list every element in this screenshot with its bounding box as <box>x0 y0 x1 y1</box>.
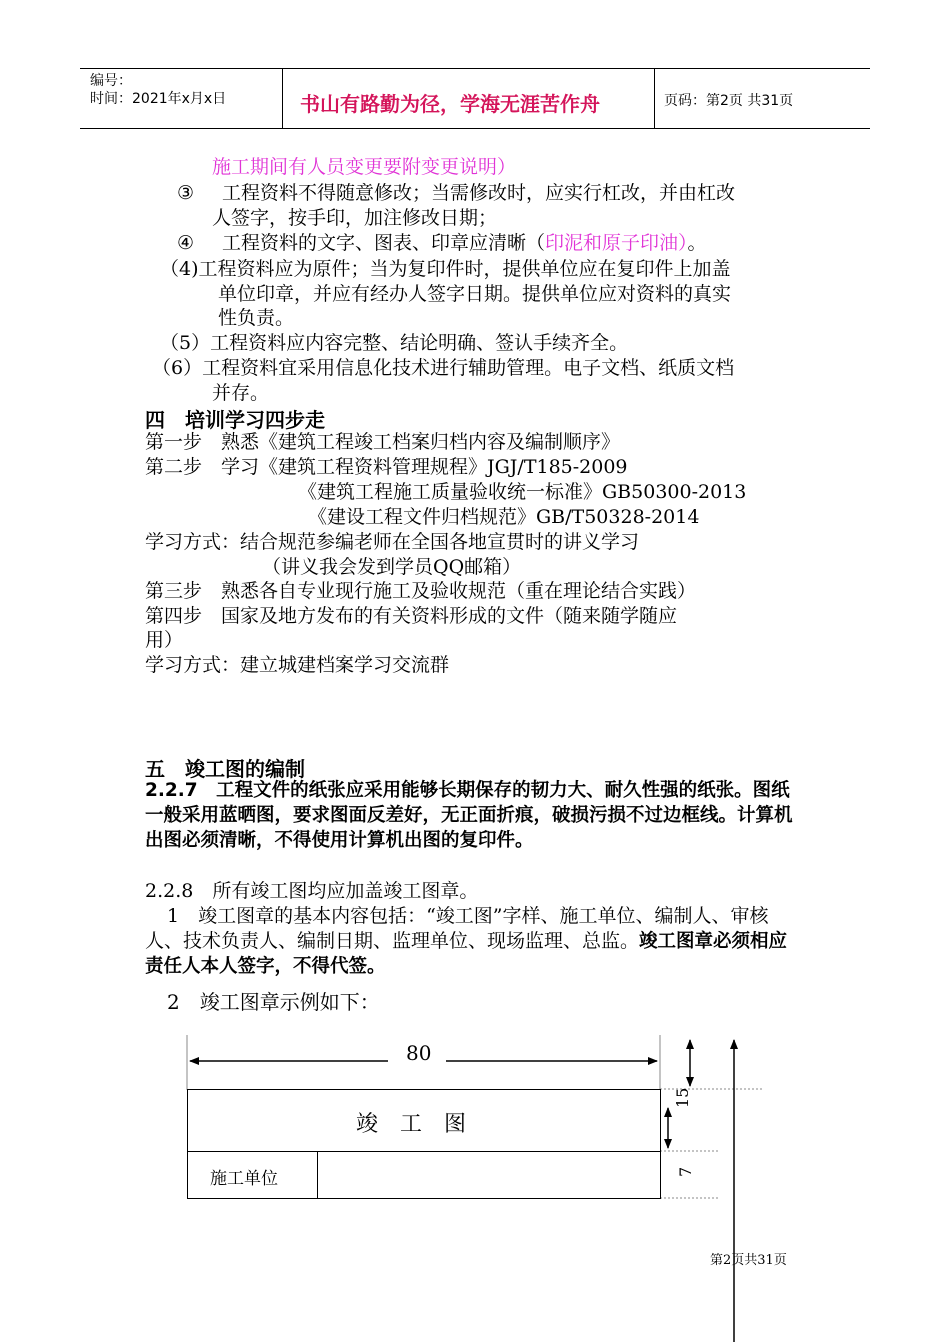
clause-4-line-2: 单位印章，并应有经办人签字日期。提供单位应对资料的真实 <box>218 283 732 305</box>
item-4-text <box>222 231 707 256</box>
stamp-signature-requirement: 竣工图章必须相应责任人本人签字，不得代签。 <box>145 931 788 977</box>
stamp-row-label: 施工单位 <box>210 1169 278 1189</box>
text-line-1: 施工期间有人员变更要附变更说明） <box>212 156 517 178</box>
clause-2-2-7: 2.2.7 工程文件的纸张应采用能够长期保存的韧力大、耐久性强的纸张。图纸一般采用蓝晒图，要求图面反差好，无正面折痕，破损污损不过边框线。计算机出图必须清晰，不得使用计算机出图的复印件。 <box>145 780 793 851</box>
stamp-example-intro: 2 竣工图章示例如下： <box>167 990 380 1014</box>
step-4: 第四步 国家及地方发布的有关资料形成的文件（随来随学随应 <box>145 605 678 627</box>
step-2-standard-2: 《建设工程文件归档规范》GB/T50328-2014 <box>308 506 700 528</box>
step-3: 第三步 熟悉各自专业现行施工及验收规范（重在理论结合实践） <box>145 580 697 602</box>
stamp-divider-h <box>188 1151 660 1152</box>
clause-6-line-2: 并存。 <box>212 382 270 404</box>
clause-2-2-8: 2.2.8 所有竣工图均应加盖竣工图章。 <box>145 880 479 902</box>
step-2: 第二步 学习《建筑工程资料管理规程》JGJ/T185-2009 <box>145 456 628 478</box>
stamp-dim-15: 15 <box>673 1087 692 1108</box>
item-3-text: 工程资料不得随意修改；当需修改时，应实行杠改，并由杠改 <box>222 182 736 204</box>
clause-4-line-3: 性负责。 <box>218 307 295 329</box>
header-number-label: 编号： <box>90 73 132 89</box>
study-method-1-note: （讲义我会发到学员QQ邮箱） <box>262 556 522 578</box>
study-method-1: 学习方式：结合规范参编老师在全国各地宣贯时的讲义学习 <box>145 531 640 553</box>
stamp-width-label: 80 <box>406 1041 432 1065</box>
stamp-title: 竣 工 图 <box>356 1112 467 1137</box>
clause-5: （5）工程资料应内容完整、结论明确、签认手续齐全。 <box>160 332 629 354</box>
item-3-text-cont: 人签字，按手印，加注修改日期； <box>212 207 498 229</box>
stamp-content-text: 1 竣工图章的基本内容包括：“竣工图”字样、施工单位、编制人、审核人、技术负责人、编制日期、监理单位、现场监理、总监。 <box>145 905 769 952</box>
header-divider-1 <box>282 68 283 129</box>
clause-6-line-1: （6）工程资料宜采用信息化技术进行辅助管理。电子文档、纸质文档 <box>152 357 735 379</box>
step-2-standard-1: 《建筑工程施工质量验收统一标准》GB50300-2013 <box>298 481 747 503</box>
header-top-rule <box>80 68 870 69</box>
item-4-number: ④ <box>177 232 195 254</box>
step-4-cont: 用） <box>145 629 184 651</box>
section-4-heading: 四 培训学习四步走 <box>145 408 325 432</box>
header-time-label: 时间：2021年x月x日 <box>90 91 227 107</box>
item-4-text-b: 印泥和原子印油） <box>545 232 688 254</box>
item-4-text-a: 工程资料的文字、图表、印章应清晰（ <box>222 232 546 254</box>
header-motto: 书山有路勤为径，学海无涯苦作舟 <box>300 92 600 116</box>
header-bottom-rule <box>80 128 870 129</box>
item-3-number: ③ <box>177 182 195 204</box>
stamp-frame <box>187 1089 661 1199</box>
section-5-heading: 五 竣工图的编制 <box>145 757 305 781</box>
study-method-2: 学习方式：建立城建档案学习交流群 <box>145 654 450 676</box>
clause-4-line-1: （4)工程资料应为原件；当为复印件时，提供单位应在复印件上加盖 <box>160 258 731 280</box>
header-divider-2 <box>654 68 655 129</box>
stamp-content-paragraph <box>145 904 800 979</box>
stamp-dim-7: 7 <box>676 1166 695 1177</box>
header-page-label: 页码：第2页 共31页 <box>664 93 794 109</box>
stamp-divider-v <box>317 1151 318 1198</box>
step-1: 第一步 熟悉《建筑工程竣工档案归档内容及编制顺序》 <box>145 431 621 453</box>
footer-page-number: 第2页共31页 <box>710 1253 787 1268</box>
item-4-text-c: 。 <box>687 232 707 254</box>
